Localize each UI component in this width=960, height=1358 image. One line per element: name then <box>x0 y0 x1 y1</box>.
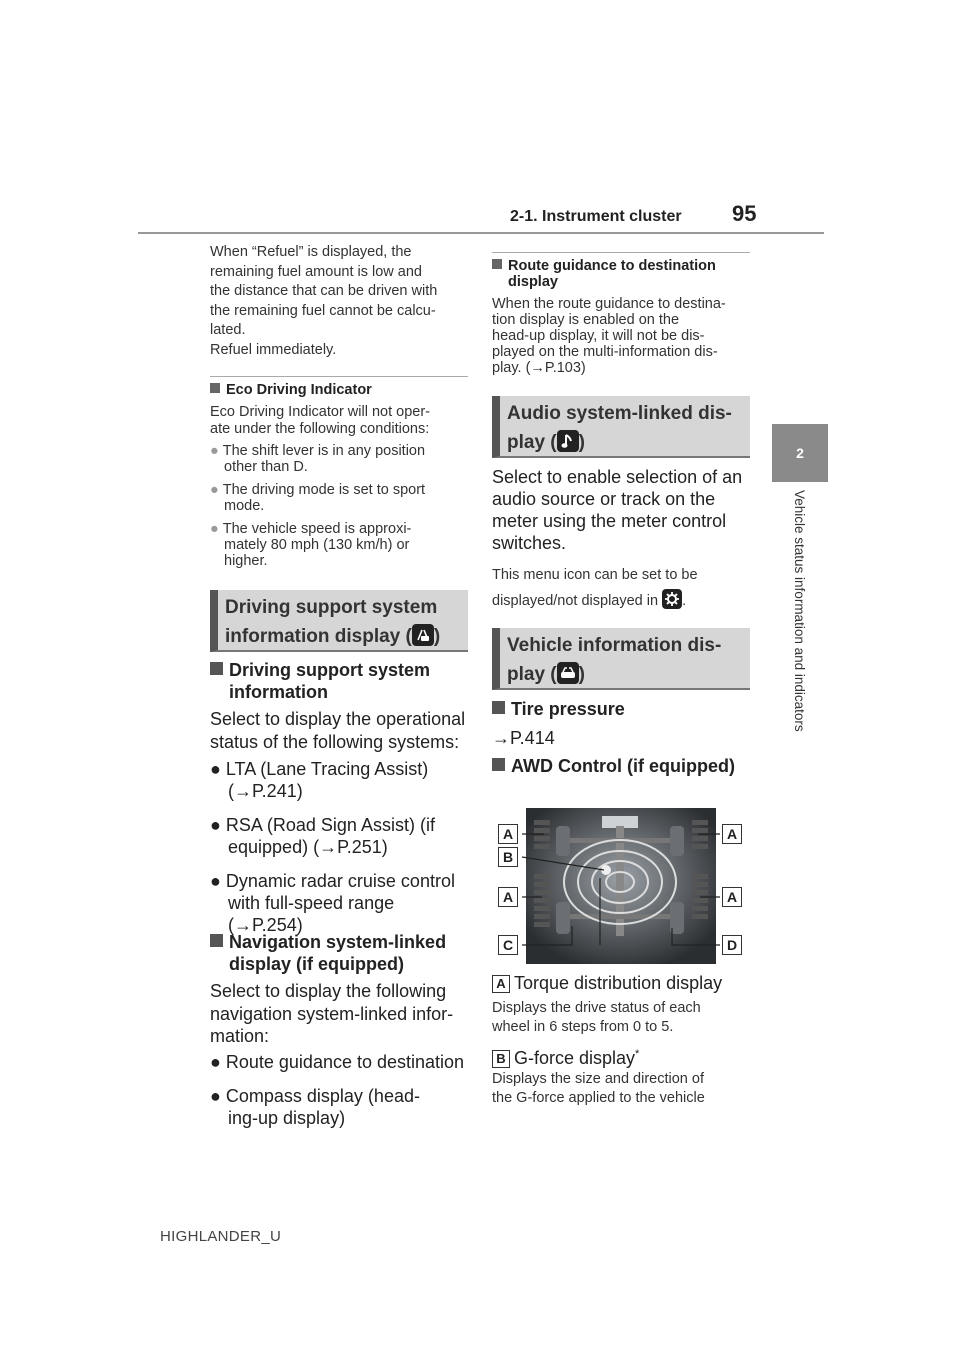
square-bullet-icon <box>210 383 220 393</box>
tire-heading: Tire pressure <box>492 699 625 720</box>
eco-heading: Eco Driving Indicator <box>210 382 372 398</box>
nav-text: Select to display the following navigation system-linked infor- mation: <box>210 981 454 1046</box>
figure-callout-c: C <box>498 935 518 955</box>
dss-text: Select to display the operational status of the following systems: <box>210 709 466 752</box>
nav-heading: Navigation system-linked display (if equipped) <box>210 931 446 975</box>
bullet-dot-icon: ● <box>210 443 219 459</box>
awd-heading: AWD Control (if equipped) <box>492 756 735 777</box>
tire-ref-link[interactable]: →P.414 <box>492 728 555 748</box>
refuel-note: When “Refuel” is displayed, the remaining fuel amount is low and the distance that can be driven with the remaining fuel cannot be calcu- lated. Refuel immediately. <box>210 244 438 358</box>
figure-callout-b: B <box>498 847 518 867</box>
audio-text: Select to enable selection of an audio source or track on the meter using the meter control switches. <box>492 467 743 553</box>
rule <box>492 252 750 253</box>
list-item: ● The vehicle speed is approxi- mately 80 mph (130 km/h) or higher. <box>210 521 412 569</box>
key-a-desc: Displays the drive status of each wheel in 6 steps from 0 to 5. <box>492 1000 701 1035</box>
dss-list <box>210 758 472 936</box>
figure-callout-a: A <box>722 824 742 844</box>
eco-intro: Eco Driving Indicator will not oper- ate under the following conditions: <box>210 404 431 437</box>
chapter-title: Vehicle status information and indicators <box>792 490 807 732</box>
awd-display-graphic <box>492 806 750 968</box>
list-item: ● Compass display (head- ing-up display) <box>210 1086 420 1128</box>
figure-callout-a: A <box>498 887 518 907</box>
header-rule <box>138 232 824 234</box>
list-item: ● LTA (Lane Tracing Assist) (→P.241) <box>210 759 429 801</box>
bullet-dot-icon: ● <box>210 482 219 498</box>
nav-list <box>210 1051 472 1129</box>
key-label-b: B <box>492 1050 510 1068</box>
square-bullet-icon <box>492 259 502 269</box>
route-text: When the route guidance to destina- tion display is enabled on the head-up display, it will not be dis- played on the multi-information dis- play. (→P.103) <box>492 296 726 376</box>
awd-display-figure <box>492 806 750 968</box>
rule <box>210 376 468 377</box>
list-item: ● RSA (Road Sign Assist) (if equipped) (→P.251) <box>210 815 435 857</box>
eco-list <box>210 443 470 569</box>
list-item: ● Route guidance to destination <box>210 1052 465 1072</box>
square-bullet-icon <box>492 758 505 771</box>
key-b-desc: Displays the size and direction of the G-force applied to the vehicle <box>492 1071 705 1106</box>
figure-callout-a: A <box>498 824 518 844</box>
route-heading: Route guidance to destination display <box>492 258 716 290</box>
page-number: 95 <box>732 201 757 226</box>
driving-support-icon <box>412 624 434 646</box>
square-bullet-icon <box>210 934 223 947</box>
footer-model: HIGHLANDER_U <box>160 1228 282 1245</box>
key-label-a: A <box>492 975 510 993</box>
key-a: A Torque distribution display <box>492 972 722 994</box>
bullet-dot-icon: ● <box>210 521 219 537</box>
list-item: ● The driving mode is set to sport mode. <box>210 482 426 514</box>
vehicle-info-icon <box>557 662 579 684</box>
music-note-icon <box>557 430 579 452</box>
section-box-driving-support: Driving support system information display ( ) <box>210 590 468 652</box>
figure-callout-a: A <box>722 887 742 907</box>
gear-icon <box>662 589 682 609</box>
figure-callout-d: D <box>722 935 742 955</box>
section-box-vehicle-info: Vehicle information dis- play ( ) <box>492 628 750 690</box>
square-bullet-icon <box>210 662 223 675</box>
list-item: ● The shift lever is in any position other than D. <box>210 443 426 475</box>
audio-note: This menu icon can be set to be displayed/not displayed in . <box>492 567 698 609</box>
chapter-tab: 2 <box>772 424 828 482</box>
key-b: B G-force display* <box>492 1043 639 1069</box>
list-item: ● Dynamic radar cruise control with full-speed range (→P.254) <box>210 871 455 935</box>
square-bullet-icon <box>492 701 505 714</box>
section-header: 2-1. Instrument cluster <box>510 208 682 225</box>
section-box-audio: Audio system-linked dis- play ( ) <box>492 396 750 458</box>
dss-sub-heading: Driving support system information <box>210 659 430 703</box>
